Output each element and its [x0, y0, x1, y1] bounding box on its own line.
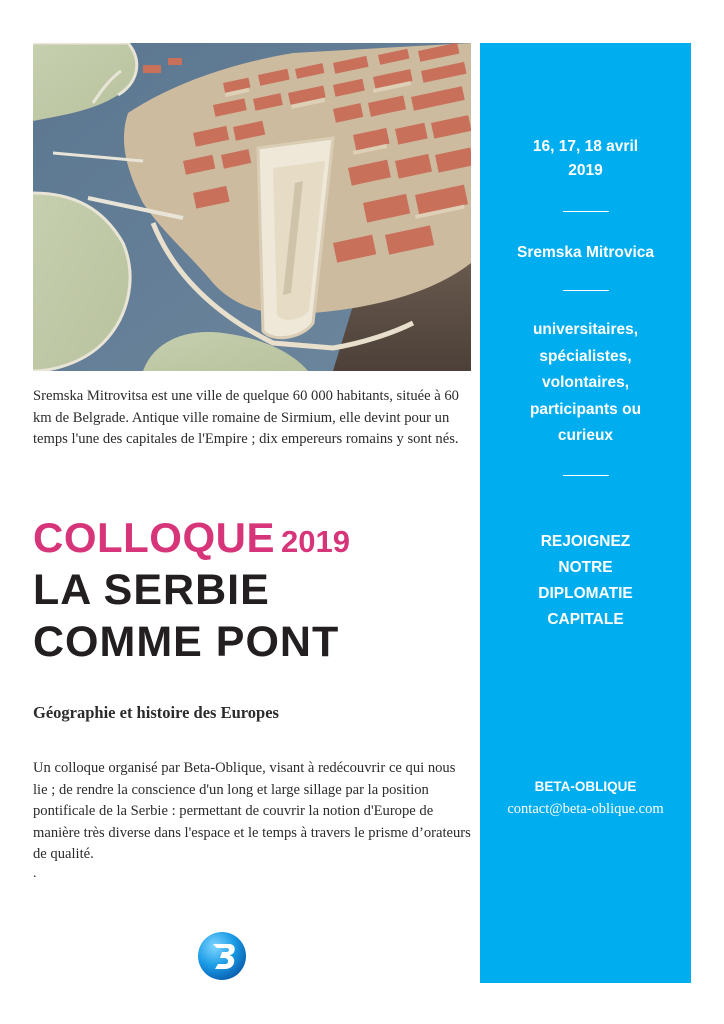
audience-item: curieux	[557, 427, 614, 444]
description-paragraph: Un colloque organisé par Beta-Oblique, visant à redécouvrir ce qui nous lie ; de rendre la conscience d'un long et large sillage par la position pontificale de la Serbie : permettant de couvrir la notion d'Europe de manière très diverse dans l'espace et le temps à travers le prisme d’orateurs de qualité.	[33, 760, 471, 862]
cta-line: DIPLOMATIE	[538, 585, 633, 602]
colloque-heading	[33, 512, 478, 564]
contact-email-link[interactable]: contact@beta-oblique.com	[507, 801, 664, 817]
title-line-2: COMME PONT	[33, 618, 340, 666]
organizer-name: BETA-OBLIQUE	[534, 779, 637, 794]
colloque-year: 2019	[281, 524, 350, 559]
separator-line	[563, 290, 609, 291]
audience-item: universitaires,	[532, 321, 639, 338]
intro-paragraph: Sremska Mitrovitsa est une ville de quelque 60 000 habitants, située à 60 km de Belgrade. Antique ville romaine de Sirmium, elle devint pour un temps l'une des capitales de l'Empire ; dix empereurs romains y sont nés.	[33, 388, 459, 447]
colloque-word: COLLOQUE	[33, 514, 275, 561]
cta-line: REJOIGNEZ	[540, 533, 631, 550]
event-dates-line-2: 2019	[568, 162, 603, 179]
subtitle: Géographie et histoire des Europes	[33, 703, 279, 722]
audience-list	[480, 317, 691, 450]
title-line-1: LA SERBIE	[33, 566, 270, 614]
roman-city-model-photo	[33, 43, 471, 371]
audience-item: volontaires,	[542, 374, 629, 391]
event-dates-line-1: 16, 17, 18 avril	[532, 138, 639, 155]
event-place: Sremska Mitrovica	[517, 244, 654, 261]
cta-line: CAPITALE	[547, 611, 624, 628]
call-to-action	[480, 529, 691, 633]
beta-oblique-logo-icon	[197, 931, 247, 981]
trailing-dot: .	[33, 866, 37, 881]
audience-item: participants ou	[529, 400, 642, 418]
cta-line: NOTRE	[558, 559, 613, 576]
audience-item: spécialistes,	[539, 347, 632, 365]
separator-line	[563, 475, 609, 476]
headline	[33, 512, 478, 668]
separator-line	[563, 211, 609, 212]
info-sidebar	[480, 43, 691, 983]
event-dates	[480, 135, 691, 183]
